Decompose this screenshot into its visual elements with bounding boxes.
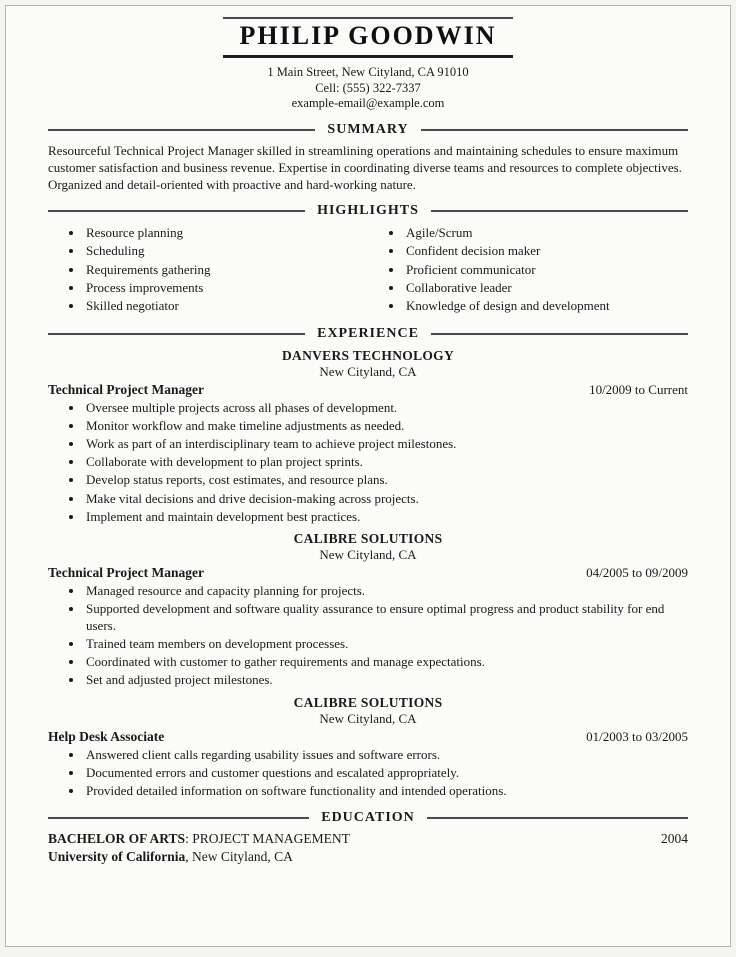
divider-line — [421, 129, 688, 131]
section-header-summary — [48, 122, 688, 138]
job-title-row — [48, 382, 688, 398]
section-title-education: EDUCATION — [321, 809, 415, 825]
education-section — [48, 810, 688, 865]
job-dates: 10/2009 to Current — [589, 381, 688, 397]
bullet-item: • Documented errors and customer questions and escalated appropriately. — [84, 765, 688, 782]
bullet-item: • Provided detailed information on software functionality and intended operations. — [84, 783, 688, 800]
bullet-item: • Coordinated with customer to gather requirements and manage expectations. — [84, 654, 688, 671]
resume-header — [48, 17, 688, 112]
highlights-column-left — [48, 223, 368, 316]
highlight-item: • Confident decision maker — [404, 243, 688, 260]
bullet-item: • Collaborate with development to plan project sprints. — [84, 454, 688, 471]
divider-line — [48, 129, 315, 131]
divider-line — [48, 817, 309, 819]
company-name: CALIBRE SOLUTIONS — [293, 695, 443, 711]
header-top-rule — [223, 17, 513, 19]
highlights-columns — [48, 223, 688, 316]
section-title-summary: SUMMARY — [327, 121, 409, 137]
school-line — [48, 849, 688, 865]
contact-phone: Cell: (555) 322-7337 — [315, 80, 421, 95]
bullet-item: • Answered client calls regarding usability issues and software errors. — [84, 747, 688, 764]
job-entry-calibre-helpdesk — [48, 695, 688, 800]
highlights-list-right — [368, 225, 688, 314]
highlight-item: • Knowledge of design and development — [404, 298, 688, 315]
degree-name: BACHELOR OF ARTS — [48, 830, 186, 846]
bullet-item: • Set and adjusted project milestones. — [84, 672, 688, 689]
bullet-item: • Managed resource and capacity planning for projects. — [84, 583, 688, 600]
degree-line — [48, 831, 350, 847]
company-location: New Cityland, CA — [319, 363, 417, 379]
highlights-column-right — [368, 223, 688, 316]
highlight-item: • Scheduling — [84, 243, 368, 260]
highlight-item: • Collaborative leader — [404, 280, 688, 297]
bullet-item: • Trained team members on development processes. — [84, 636, 688, 653]
resume-page — [5, 5, 731, 947]
section-title-highlights: HIGHLIGHTS — [317, 203, 419, 219]
section-header-education — [48, 810, 688, 826]
highlight-item: • Resource planning — [84, 225, 368, 242]
job-title: Help Desk Associate — [48, 729, 165, 745]
summary-text: Resourceful Technical Project Manager skilled in streamlining operations and maintaining schedules to ensure maximum customer satisfaction and business revenue. Expertise in coordinating diverse teams and resources to complete objectives. Organized and detail-oriented with proactive and hard-working nature. — [48, 142, 682, 193]
school-detail: , New Cityland, CA — [185, 848, 293, 864]
job-bullet-list — [48, 583, 688, 689]
section-header-highlights — [48, 203, 688, 219]
job-title-row — [48, 565, 688, 581]
company-name: DANVERS TECHNOLOGY — [281, 347, 455, 363]
highlight-item: • Agile/Scrum — [404, 225, 688, 242]
highlight-item: • Requirements gathering — [84, 262, 368, 279]
contact-block — [48, 65, 688, 112]
job-dates: 04/2005 to 09/2009 — [586, 565, 688, 581]
job-dates: 01/2003 to 03/2005 — [586, 729, 688, 745]
degree-detail: : PROJECT MANAGEMENT — [185, 830, 350, 846]
bullet-item: • Work as part of an interdisciplinary team to achieve project milestones. — [84, 436, 688, 453]
bullet-item: • Implement and maintain development best practices. — [84, 509, 688, 526]
job-bullet-list — [48, 400, 688, 525]
bullet-item: • Oversee multiple projects across all phases of development. — [84, 400, 688, 417]
highlight-item: • Process improvements — [84, 280, 368, 297]
divider-line — [48, 333, 305, 335]
bullet-item: • Supported development and software quality assurance to ensure optimal progress and product stability for end users. — [84, 601, 688, 634]
contact-email: example-email@example.com — [291, 96, 445, 110]
job-title: Technical Project Manager — [48, 381, 204, 397]
divider-line — [48, 210, 305, 212]
job-title: Technical Project Manager — [48, 565, 204, 581]
bullet-item: • Develop status reports, cost estimates, and resource plans. — [84, 472, 688, 489]
divider-line — [431, 210, 688, 212]
candidate-name: PHILIP GOODWIN — [239, 21, 497, 50]
summary-section — [48, 122, 688, 194]
company-location: New Cityland, CA — [319, 547, 417, 563]
bullet-item: • Monitor workflow and make timeline adjustments as needed. — [84, 418, 688, 435]
highlights-list-left — [48, 225, 368, 314]
company-name: CALIBRE SOLUTIONS — [293, 531, 443, 547]
divider-line — [431, 333, 688, 335]
section-title-experience: EXPERIENCE — [317, 325, 419, 341]
header-name-rule — [223, 55, 513, 58]
job-entry-danvers — [48, 348, 688, 525]
experience-section — [48, 326, 688, 800]
degree-row — [48, 831, 688, 847]
highlight-item: • Proficient communicator — [404, 262, 688, 279]
bullet-item: • Make vital decisions and drive decision-making across projects. — [84, 491, 688, 508]
divider-line — [427, 817, 688, 819]
highlight-item: • Skilled negotiator — [84, 298, 368, 315]
highlights-section — [48, 203, 688, 316]
school-name: University of California — [48, 848, 186, 864]
contact-address: 1 Main Street, New Cityland, CA 91010 — [267, 65, 469, 79]
job-title-row — [48, 729, 688, 745]
job-bullet-list — [48, 747, 688, 800]
degree-year: 2004 — [661, 830, 688, 846]
job-entry-calibre-pm — [48, 531, 688, 689]
section-header-experience — [48, 326, 688, 342]
company-location: New Cityland, CA — [319, 711, 417, 727]
